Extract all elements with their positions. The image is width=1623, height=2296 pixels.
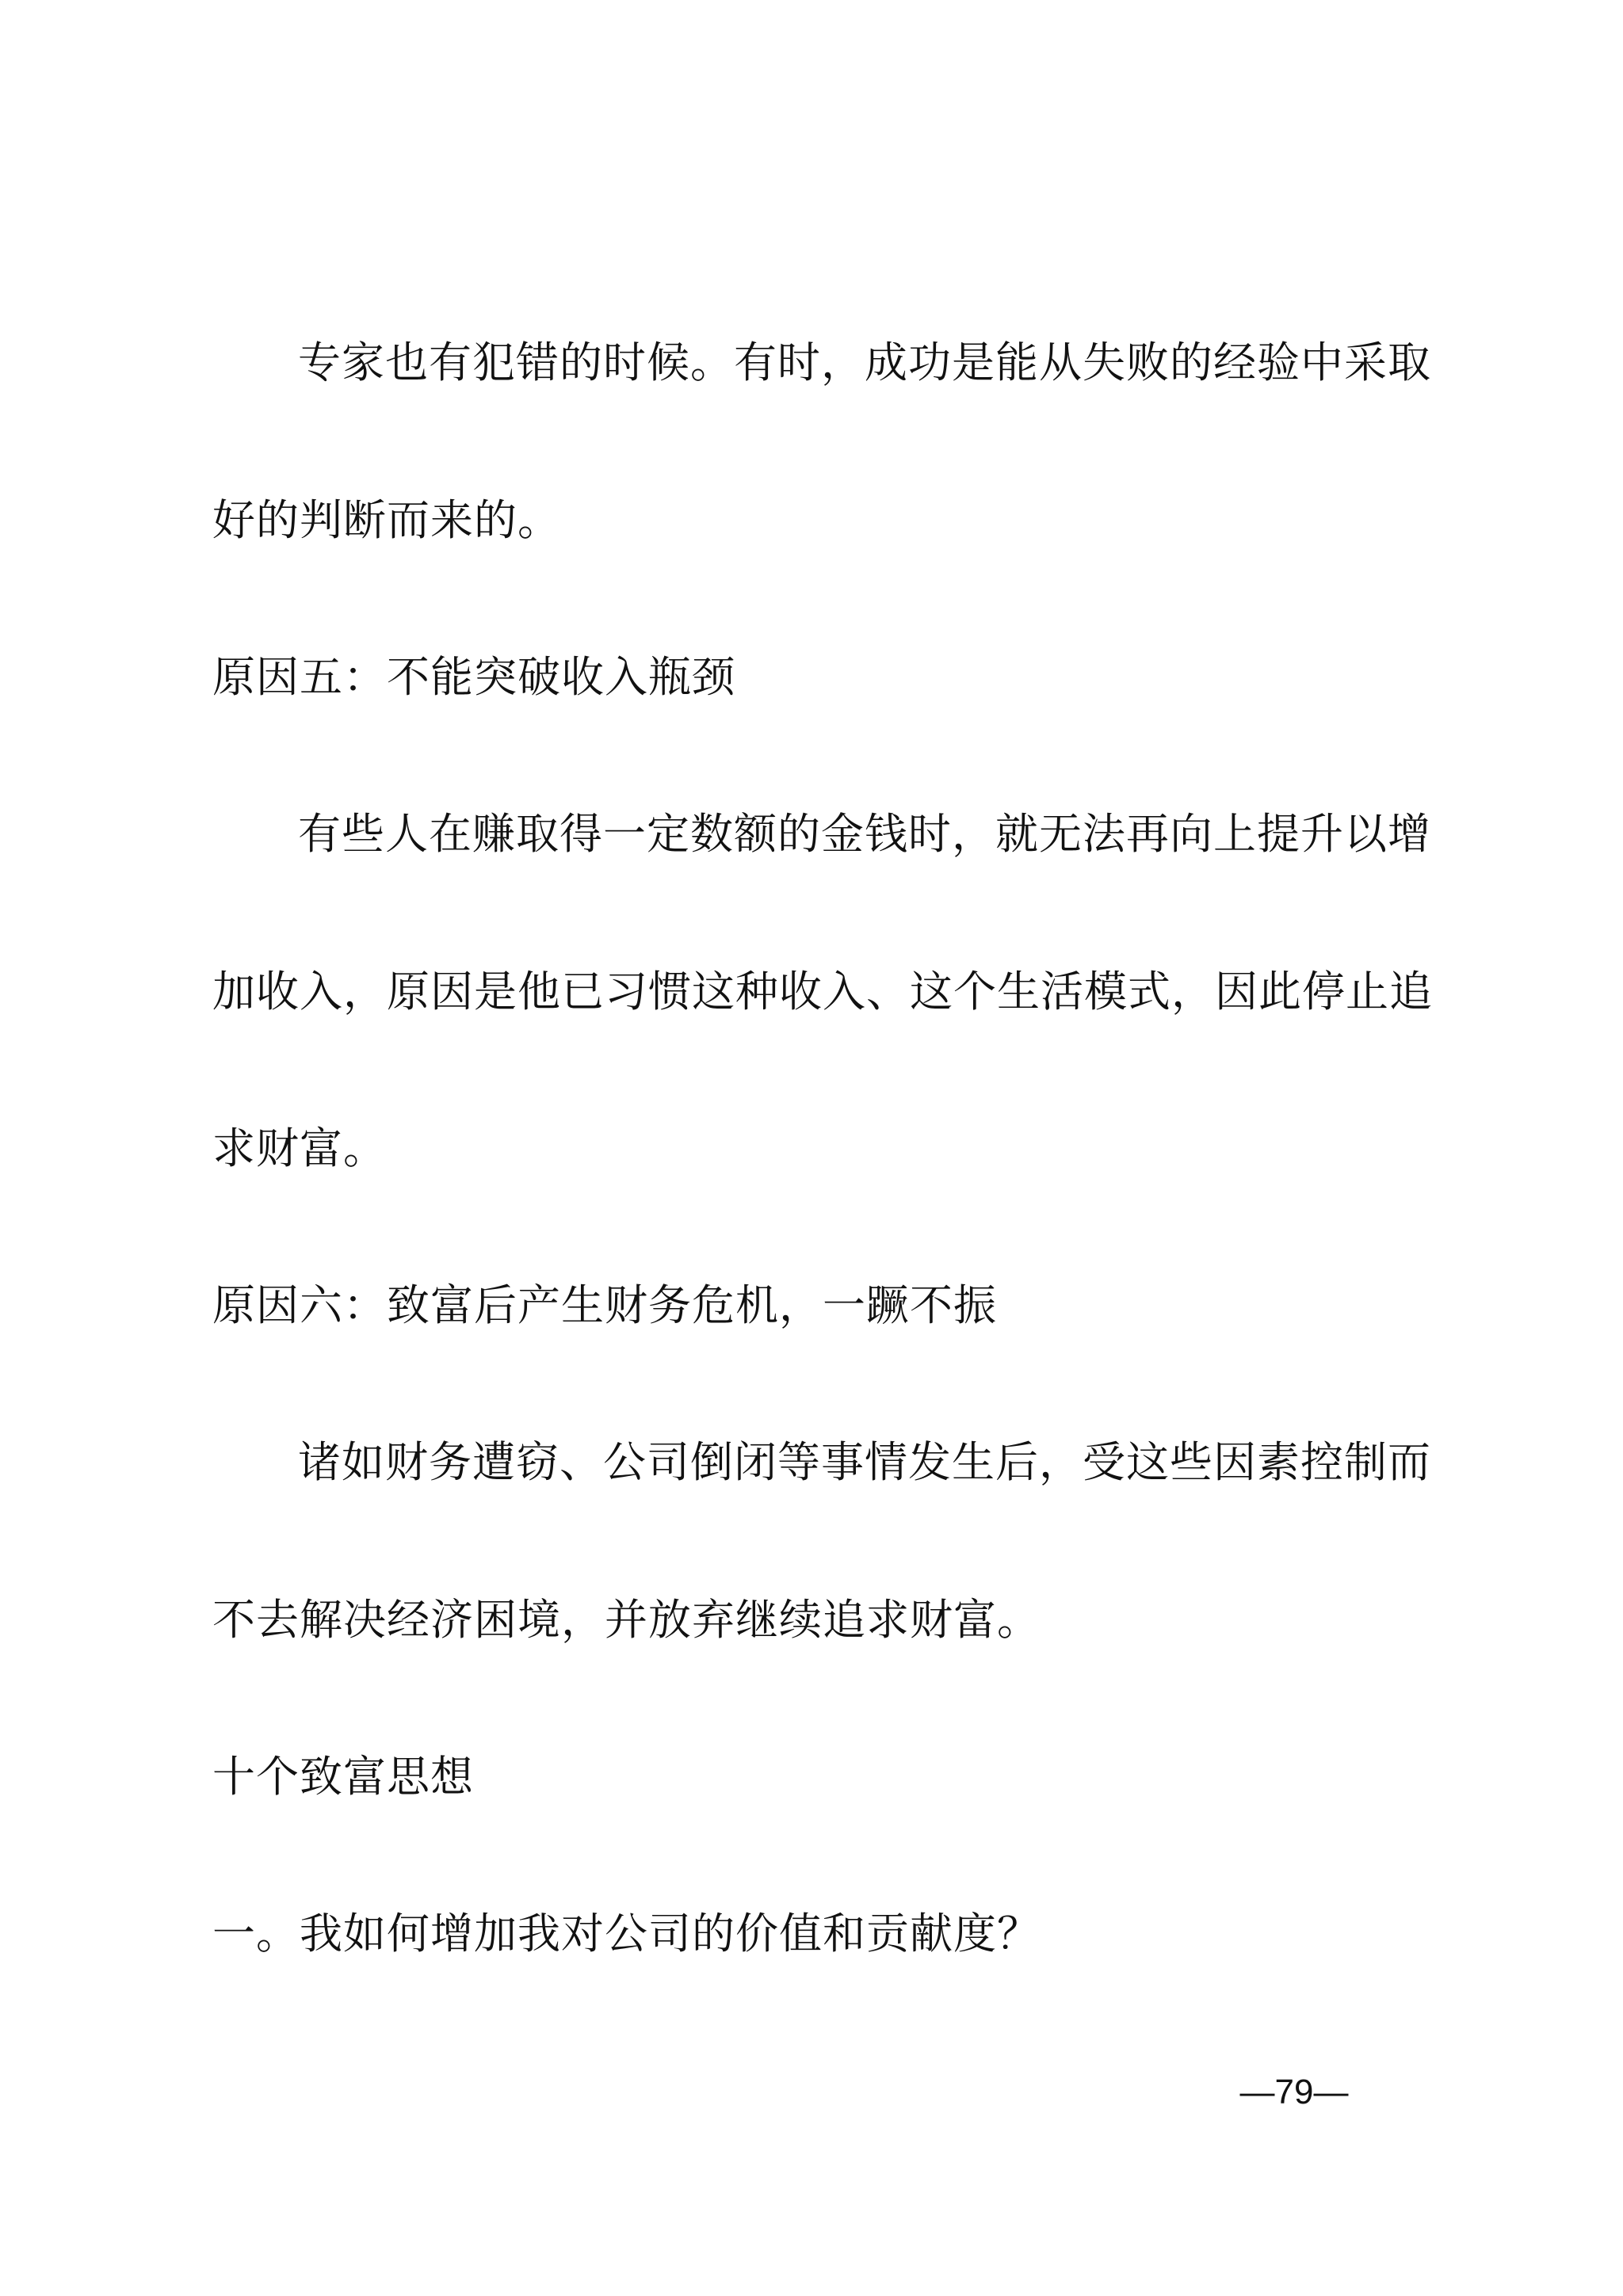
section-heading: 原因五：不能突破收入瓶颈 [212,652,735,702]
paragraph-line: 求财富。 [212,1123,387,1173]
paragraph-line: 不去解决经济困境，并放弃继续追求财富。 [212,1595,1041,1645]
paragraph-line: 好的判断而来的。 [212,495,561,545]
paragraph-line: 加收入，原因是他已习惯这种收入、这个生活模式，因此停止追 [212,967,1433,1016]
section-heading: 原因六：致富后产生财务危机，一蹶不振 [212,1280,997,1330]
paragraph-line: 诸如财务遭窃、公司倒闭等事情发生后，受这些因素控制而 [298,1437,1431,1487]
page-number: —79— [1239,2073,1349,2111]
paragraph-line: 有些人在赚取得一定数额的金钱时，就无法再向上提升以增 [298,809,1431,859]
list-item: 一。我如何增加我对公司的价值和贡献度？ [212,1909,1041,1958]
section-heading: 十个致富思想 [212,1752,474,1802]
paragraph-line: 专家也有犯错的时候。有时，成功是能从失败的经验中采取 [298,338,1431,387]
